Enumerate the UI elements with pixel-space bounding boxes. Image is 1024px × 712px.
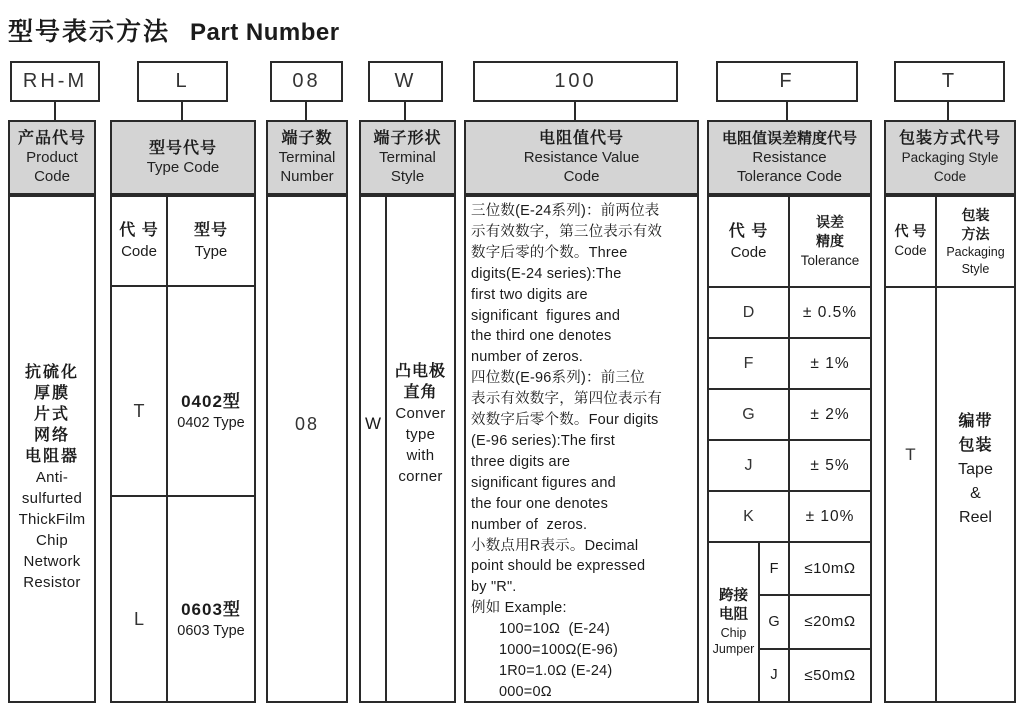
product-line: 电阻器: [24, 447, 79, 465]
header-terminal-number-zh: 端子数: [281, 130, 333, 147]
rv-line: the four one denotes: [471, 495, 609, 512]
packaging-subheader-code-en: Code: [894, 243, 927, 258]
type-type-zh: 0402型: [181, 391, 241, 411]
type-type-value: [177, 598, 244, 641]
rv-line: 示有效数字，第三位表示有效: [471, 223, 663, 240]
terminal-style-line: corner: [398, 468, 443, 485]
rv-line: significant figures and: [471, 474, 616, 491]
jumper-value: ≤50mΩ: [804, 666, 856, 684]
rv-line: 效数字后零个数。Four digits: [471, 412, 659, 429]
packaging-subheader-code: [886, 197, 935, 286]
type-subheader-code-zh: 代 号: [119, 222, 159, 239]
jumper-row-code: [760, 543, 788, 594]
tolerance-row-value: [790, 288, 870, 337]
jumper-value: ≤10mΩ: [804, 560, 856, 578]
jumper-value: ≤20mΩ: [804, 613, 856, 631]
connector-line: [54, 101, 56, 121]
connector-line: [574, 101, 576, 121]
jumper-label-en2: Jumper: [712, 641, 755, 656]
jumper-label-en1: Chip: [720, 625, 747, 640]
connector-line: [947, 101, 949, 121]
type-code-value: T: [133, 400, 145, 421]
jumper-row-value: [790, 596, 870, 647]
rv-example-line: 1000=100Ω(E-96): [499, 642, 619, 659]
tolerance-value: ± 1%: [810, 354, 850, 372]
connector-line: [181, 101, 183, 121]
type-row-code: [112, 287, 166, 495]
connector-line: [404, 101, 406, 121]
tolerance-row-code: [709, 492, 788, 541]
code-box-tolerance: F: [716, 61, 858, 102]
rv-line: significant figures and: [471, 307, 621, 324]
terminal-style-line: Conver: [395, 405, 446, 422]
tolerance-subheader-tol-en: Tolerance: [800, 252, 860, 268]
product-line: 厚膜: [33, 384, 70, 402]
tolerance-value: ± 10%: [805, 507, 855, 525]
tolerance-subheader-tol-zh1: 误差: [816, 213, 844, 230]
packaging-subheader-style-zh1: 包装: [961, 206, 990, 223]
rv-line: (E-96 series):The first: [471, 432, 615, 449]
jumper-row-code: [760, 650, 788, 701]
type-subheader-code: [112, 197, 166, 285]
header-type-code: [110, 120, 256, 195]
tolerance-table: [707, 195, 872, 703]
terminal-style-line: 凸电极: [394, 363, 446, 380]
tolerance-code: F: [743, 354, 754, 372]
tolerance-value: ± 2%: [810, 405, 850, 423]
jumper-label-zh1: 跨接: [719, 587, 748, 604]
jumper-row-code: [760, 596, 788, 647]
header-terminal-style: [359, 120, 456, 195]
terminal-style-table: [359, 195, 456, 703]
packaging-subheader-style: [937, 197, 1014, 286]
type-type-en: 0402 Type: [177, 414, 245, 431]
connector-line: [786, 101, 788, 121]
type-type-value: [177, 390, 244, 433]
rv-line: first two digits are: [471, 286, 588, 303]
product-line: Chip: [35, 531, 69, 549]
product-line: sulfurted: [21, 489, 83, 507]
tolerance-code: J: [744, 456, 753, 474]
code-box-product: RH-M: [10, 61, 100, 102]
rv-line: the third one denotes: [471, 328, 612, 345]
tolerance-row-value: [790, 390, 870, 439]
type-type-zh: 0603型: [181, 599, 241, 619]
rv-line: 三位数(E-24系列)：前两位表: [471, 203, 660, 219]
rv-line: 小数点用R表示。Decimal: [471, 537, 639, 554]
tolerance-value: ± 0.5%: [802, 303, 858, 321]
packaging-value: [958, 410, 993, 530]
terminal-style-desc-cell: [387, 197, 454, 701]
rv-example-line: 1R0=1.0Ω (E-24): [499, 662, 613, 679]
page-title-zh: 型号表示方法: [8, 18, 171, 46]
type-row-type: [168, 497, 254, 701]
terminal-style-code: W: [364, 414, 382, 433]
header-product-en1: Product: [26, 149, 78, 166]
rv-line: 数字后零的个数。Three: [471, 244, 628, 261]
header-tolerance-zh: 电阻值误差精度代号: [721, 130, 857, 147]
jumper-code: J: [770, 667, 778, 684]
type-subheader-type: [168, 197, 254, 285]
rv-line: 表示有效数字，第四位表示有: [471, 391, 663, 408]
terminal-number-value: 08: [294, 413, 320, 434]
tolerance-subheader-code: [709, 197, 788, 286]
rv-line: by "R".: [471, 579, 517, 596]
code-box-terminal-style: W: [368, 61, 443, 102]
packaging-subheader-code-zh: 代 号: [894, 223, 927, 239]
header-packaging-en2: Code: [933, 169, 967, 184]
tolerance-subheader-tol: [790, 197, 870, 286]
header-terminal-number-en1: Terminal: [278, 149, 336, 166]
type-row-code: [112, 497, 166, 701]
product-line: 网络: [33, 426, 70, 444]
product-line: ThickFilm: [18, 510, 86, 528]
header-terminal-number: [266, 120, 348, 195]
jumper-code: G: [768, 613, 780, 630]
tolerance-value: ± 5%: [810, 456, 850, 474]
rv-line: three digits are: [471, 453, 571, 470]
header-terminal-style-zh: 端子形状: [373, 130, 442, 147]
tolerance-row-code: [709, 288, 788, 337]
code-box-type: L: [137, 61, 228, 102]
resistance-value-cell: [464, 195, 699, 703]
jumper-label-zh2: 电阻: [719, 606, 748, 623]
terminal-style-desc: [395, 361, 446, 487]
terminal-style-line: 直角: [403, 384, 438, 401]
tolerance-code: G: [742, 405, 755, 423]
rv-example-line: 000=0Ω: [499, 683, 552, 700]
tolerance-subheader-code-zh: 代 号: [728, 222, 769, 240]
header-tolerance-en1: Resistance: [752, 149, 827, 166]
product-description-cell: [8, 195, 96, 703]
terminal-style-line: type: [405, 426, 436, 443]
type-row-type: [168, 287, 254, 495]
type-code-table: [110, 195, 256, 703]
tolerance-row-value: [790, 339, 870, 388]
packaging-value-zh2: 包装: [958, 436, 993, 454]
header-type-zh: 型号代号: [148, 139, 217, 157]
rv-example-line: 100=10Ω (E-24): [499, 621, 610, 638]
jumper-code: F: [769, 560, 779, 577]
packaging-subheader-style-en1: Packaging: [946, 244, 1005, 259]
header-product-code: [8, 120, 96, 195]
rv-line: 例如 Example:: [471, 600, 567, 617]
rv-line: digits(E-24 series):The: [471, 265, 622, 282]
tolerance-row-value: [790, 441, 870, 490]
header-product-zh: 产品代号: [17, 130, 86, 147]
header-resistance-value: [464, 120, 699, 195]
jumper-row-value: [790, 543, 870, 594]
page-title-en: Part Number: [190, 19, 340, 46]
product-description-text: [19, 362, 86, 593]
header-type-en: Type Code: [146, 158, 220, 176]
tolerance-row-code: [709, 441, 788, 490]
packaging-subheader-style-zh2: 方法: [961, 225, 990, 242]
header-resistance-value-en2: Code: [563, 168, 600, 185]
terminal-number-cell: [266, 195, 348, 703]
type-code-value: L: [133, 608, 144, 629]
packaging-value-zh1: 编带: [958, 412, 993, 430]
packaging-code: T: [905, 444, 916, 464]
terminal-style-code-cell: [361, 197, 385, 701]
terminal-style-line: with: [406, 447, 435, 464]
header-resistance-value-en1: Resistance Value: [523, 149, 640, 166]
header-tolerance-en2: Tolerance Code: [736, 168, 843, 185]
packaging-value-en2: &: [970, 484, 981, 502]
tolerance-code: K: [743, 507, 754, 525]
type-subheader-type-en: Type: [194, 243, 228, 260]
type-type-en: 0603 Type: [177, 622, 245, 639]
tolerance-row-code: [709, 390, 788, 439]
header-tolerance: [707, 120, 872, 195]
page-title: [8, 12, 340, 48]
tolerance-row-value: [790, 492, 870, 541]
packaging-value-cell: [937, 288, 1014, 701]
header-packaging-en1: Packaging Style: [901, 150, 999, 165]
packaging-value-en3: Reel: [959, 508, 992, 526]
code-box-packaging: T: [894, 61, 1005, 102]
tolerance-subheader-code-en: Code: [730, 243, 767, 261]
tolerance-code: D: [742, 303, 755, 321]
header-packaging: [884, 120, 1016, 195]
rv-line: number of zeros.: [471, 516, 588, 533]
code-box-resistance-value: 100: [473, 61, 678, 102]
connector-line: [305, 101, 307, 121]
product-line: Network: [23, 552, 81, 570]
packaging-subheader-style-en2: Style: [961, 261, 990, 276]
tolerance-subheader-tol-zh2: 精度: [816, 232, 844, 249]
product-line: 抗硫化: [24, 363, 79, 381]
rv-line: number of zeros.: [471, 349, 583, 366]
header-packaging-zh: 包装方式代号: [898, 130, 1001, 147]
jumper-label-cell: [709, 543, 758, 701]
header-terminal-number-en2: Number: [280, 168, 334, 185]
tolerance-row-code: [709, 339, 788, 388]
header-product-en2: Code: [34, 168, 70, 185]
header-resistance-value-zh: 电阻值代号: [538, 130, 624, 147]
code-box-terminal-number: 08: [270, 61, 343, 102]
product-line: 片式: [33, 405, 70, 423]
packaging-table: [884, 195, 1016, 703]
rv-line: point should be expressed: [471, 558, 646, 575]
packaging-value-en1: Tape: [958, 460, 993, 478]
packaging-code-cell: [886, 288, 935, 701]
rv-line: 四位数(E-96系列)：前三位: [471, 370, 645, 387]
header-terminal-style-en1: Terminal: [379, 149, 436, 166]
header-terminal-style-en2: Style: [390, 168, 425, 185]
product-line: Resistor: [23, 573, 81, 591]
jumper-row-value: [790, 650, 870, 701]
product-line: Anti-: [35, 468, 69, 486]
type-subheader-type-zh: 型号: [193, 222, 228, 239]
type-subheader-code-en: Code: [121, 243, 157, 260]
